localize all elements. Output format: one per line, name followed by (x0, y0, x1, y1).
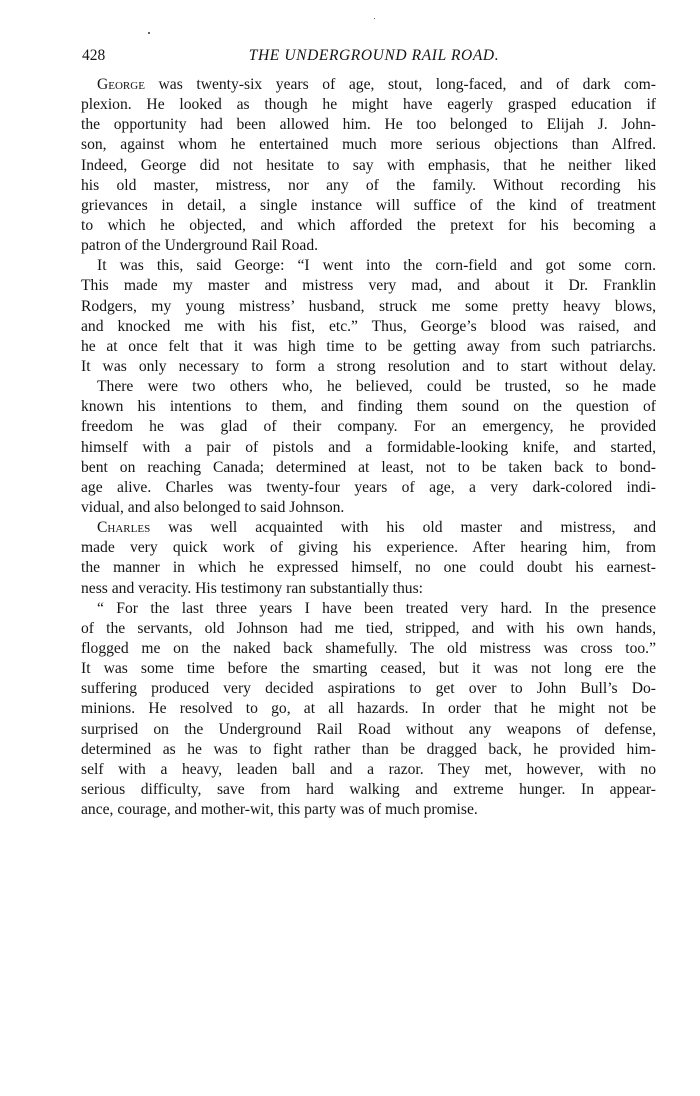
text-line (81, 135, 656, 155)
text-line (81, 538, 656, 558)
line-text: surprised on the Underground Rail Road without any weapons of defense, (81, 720, 656, 738)
text-line (81, 236, 656, 256)
line-text: ance, courage, and mother-wit, this party was of much promise. (81, 801, 478, 819)
line-text: and knocked me with his fist, etc.” Thus, George’s blood was raised, and (81, 317, 656, 335)
text-line (81, 720, 656, 740)
text-line (81, 156, 656, 176)
text-line (81, 256, 656, 276)
line-text: known his intentions to them, and finding them sound on the question of (81, 398, 656, 416)
text-line (81, 417, 656, 437)
line-text: plexion. He looked as though he might have eagerly grasped education if (81, 96, 656, 114)
line-text: It was some time before the smarting ceased, but it was not long ere the (81, 660, 656, 678)
line-text: self with a heavy, leaden ball and a razor. They met, however, with no (81, 760, 656, 778)
line-text: This made my master and mistress very mad, and about it Dr. Franklin (81, 277, 656, 295)
line-text: minions. He resolved to go, at all hazards. In order that he might not be (81, 700, 656, 718)
line-text: himself with a pair of pistols and a formidable-looking knife, and started, (81, 438, 656, 456)
text-line (81, 317, 656, 337)
line-text: was well acquainted with his old master and mistress, and (168, 519, 656, 537)
line-text: suffering produced very decided aspirations to get over to John Bull’s Do- (81, 680, 656, 698)
page-header (82, 47, 656, 67)
line-text: serious difficulty, save from hard walking and extreme hunger. In appear- (81, 780, 656, 798)
text-line (81, 760, 656, 780)
line-text: of the servants, old Johnson had me tied, stripped, and with his own hands, (81, 619, 656, 637)
line-text: vidual, and also belonged to said Johnson. (81, 498, 345, 516)
line-text: grievances in detail, a single instance will suffice of the kind of treatment (81, 196, 656, 214)
scan-speck (148, 32, 150, 34)
small-caps-name: George (97, 76, 145, 93)
line-text: made very quick work of giving his experience. After hearing him, from (81, 539, 656, 557)
line-text: patron of the Underground Rail Road. (81, 237, 319, 255)
text-line (81, 115, 656, 135)
line-text: the manner in which he expressed himself, no one could doubt his earnest- (81, 559, 656, 577)
text-line (81, 196, 656, 216)
text-line (81, 337, 656, 357)
line-text: son, against whom he entertained much more serious objections than Alfred. (81, 136, 656, 154)
text-line (81, 599, 656, 619)
text-line (81, 297, 656, 317)
text-line (81, 619, 656, 639)
text-line (81, 397, 656, 417)
text-line (81, 699, 656, 719)
text-line (81, 679, 656, 699)
line-text: Rodgers, my young mistress’ husband, struck me some pretty heavy blows, (81, 297, 656, 315)
line-text: flogged me on the naked back shamefully. The old mistress was cross too.” (81, 639, 656, 657)
line-text: bent on reaching Canada; determined at least, not to be taken back to bond- (81, 458, 656, 476)
text-line (81, 75, 656, 95)
text-line (81, 377, 656, 397)
text-line (81, 740, 656, 760)
text-line (81, 518, 656, 538)
text-line (81, 95, 656, 115)
text-line (81, 357, 656, 377)
text-line (81, 579, 656, 599)
line-text: age alive. Charles was twenty-four years of age, a very dark-colored indi- (81, 478, 656, 496)
text-line (81, 438, 656, 458)
running-head: THE UNDERGROUND RAIL ROAD. (248, 47, 500, 64)
line-text: he at once felt that it was high time to be getting away from such patriarchs. (81, 337, 656, 355)
line-text: “ For the last three years I have been treated very hard. In the presence (97, 599, 656, 617)
text-line (81, 216, 656, 236)
text-line (81, 800, 656, 820)
line-text: the opportunity had been allowed him. He too belonged to Elijah J. John- (81, 116, 656, 134)
line-text: ness and veracity. His testimony ran substantially thus: (81, 579, 423, 597)
line-text: was twenty-six years of age, stout, long-faced, and of dark com- (158, 76, 656, 93)
text-line (81, 498, 656, 518)
line-text: There were two others who, he believed, could be trusted, so he made (97, 378, 656, 396)
text-line (81, 276, 656, 296)
scan-speck (374, 18, 375, 19)
text-line (81, 639, 656, 659)
text-line (81, 780, 656, 800)
body-text (81, 75, 656, 820)
page-number: 428 (82, 47, 106, 64)
line-text: It was only necessary to form a strong resolution and to start without delay. (81, 357, 656, 375)
line-text: his old master, mistress, nor any of the family. Without recording his (81, 176, 656, 194)
text-line (81, 176, 656, 196)
text-line (81, 458, 656, 478)
line-text: It was this, said George: “I went into the corn-field and got some corn. (97, 257, 656, 275)
text-line (81, 659, 656, 679)
line-text: Indeed, George did not hesitate to say with emphasis, that he neither liked (81, 156, 656, 174)
line-text: to which he objected, and which afforded the pretext for his becoming a (81, 216, 656, 234)
line-text: determined as he was to fight rather than be dragged back, he provided him- (81, 740, 656, 758)
small-caps-name: Charles (97, 519, 151, 537)
text-line (81, 478, 656, 498)
line-text: freedom he was glad of their company. For an emergency, he provided (81, 418, 656, 436)
text-line (81, 558, 656, 578)
